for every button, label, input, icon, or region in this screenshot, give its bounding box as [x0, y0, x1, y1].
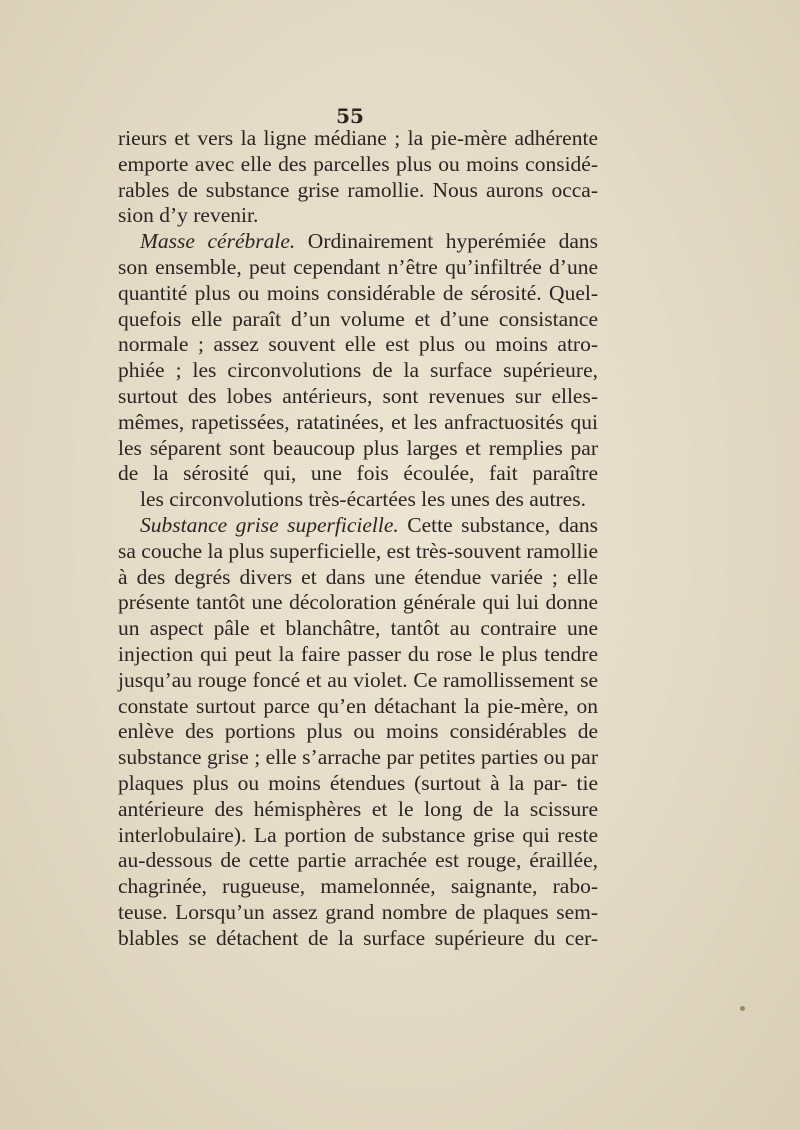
- text-line: injection qui peut la faire passer du rose le plus tendre: [118, 641, 598, 666]
- text-line: Cette substance, dans: [398, 512, 598, 537]
- text-line: par plaques plus ou moins étendues (surtout à la par-: [118, 745, 598, 795]
- text-line: constate surtout parce qu’en détachant la pie-mère, on: [118, 693, 598, 718]
- text-line: quantité plus ou moins considérable de sérosité. Quel-: [118, 280, 598, 305]
- text-line: à des degrés divers et dans une étendue variée ; elle: [118, 564, 598, 589]
- text-line: Ordinairement hyperémiée dans: [295, 229, 598, 254]
- text-line: par de la sérosité qui, une fois écoulée, fait paraître: [118, 435, 598, 486]
- text-line: substance grise ; elle s’arrache par petites parties ou: [118, 745, 566, 770]
- text-line: présente tantôt une décoloration générale qui lui donne: [118, 590, 598, 615]
- page-number: 55: [336, 104, 364, 128]
- text-line: jusqu’au rouge foncé et au violet. Ce ramollissement se: [118, 667, 598, 692]
- text-line: sa couche la plus superficielle, est très-souvent ramollie: [118, 538, 599, 563]
- text-line: rables de substance grise ramollie. Nous aurons occa-: [118, 177, 598, 202]
- text-line: sion d’y revenir.: [118, 203, 259, 228]
- text-line: surtout des lobes antérieurs, sont revenues sur elles-: [118, 383, 598, 408]
- text-line: teuse. Lorsqu’un assez grand nombre de plaques sem-: [118, 899, 598, 924]
- paragraph: [118, 229, 598, 513]
- body-text: [118, 126, 598, 952]
- text-line: interlobulaire). La portion de substance grise qui reste: [118, 822, 598, 847]
- text-line: son ensemble, peut cependant n’être qu’infiltrée d’une: [118, 254, 598, 279]
- text-line: chagrinée, rugueuse, mamelonnée, saignante, rabo-: [118, 874, 598, 899]
- ink-spot: [740, 1006, 745, 1011]
- text-line: rieurs et vers la ligne médiane ; la pie-mère adhérente: [118, 126, 598, 150]
- text-line: mêmes, rapetissées, ratatinées, et les anfractuosités: [118, 409, 564, 434]
- text-line: blables se détachent de la surface supérieure du cer-: [118, 925, 598, 950]
- text-line: quefois elle paraît d’un volume et d’une consistance: [118, 306, 598, 331]
- text-line: phiée ; les circonvolutions de la surface supérieure,: [118, 358, 598, 383]
- section-heading: Masse cérébrale.: [140, 229, 296, 254]
- text-line: normale ; assez souvent elle est plus ou moins atro-: [118, 332, 598, 357]
- text-line: un aspect pâle et blanchâtre, tantôt au contraire une: [118, 616, 598, 641]
- text-line: tie antérieure des hémisphères et le long de la scissure: [118, 770, 599, 821]
- text-line: qui les séparent sont beaucoup plus larges et remplies: [118, 409, 598, 460]
- text-line: au-dessous de cette partie arrachée est rouge, éraillée,: [118, 848, 598, 873]
- paragraph: [118, 513, 598, 952]
- section-heading: Substance grise superficielle.: [140, 512, 399, 537]
- text-line: les circonvolutions très-écartées les unes des autres.: [140, 487, 586, 512]
- paragraph: [118, 126, 598, 229]
- text-line: enlève des portions plus ou moins considérables de: [118, 719, 598, 744]
- text-line: emporte avec elle des parcelles plus ou moins considé-: [118, 151, 598, 176]
